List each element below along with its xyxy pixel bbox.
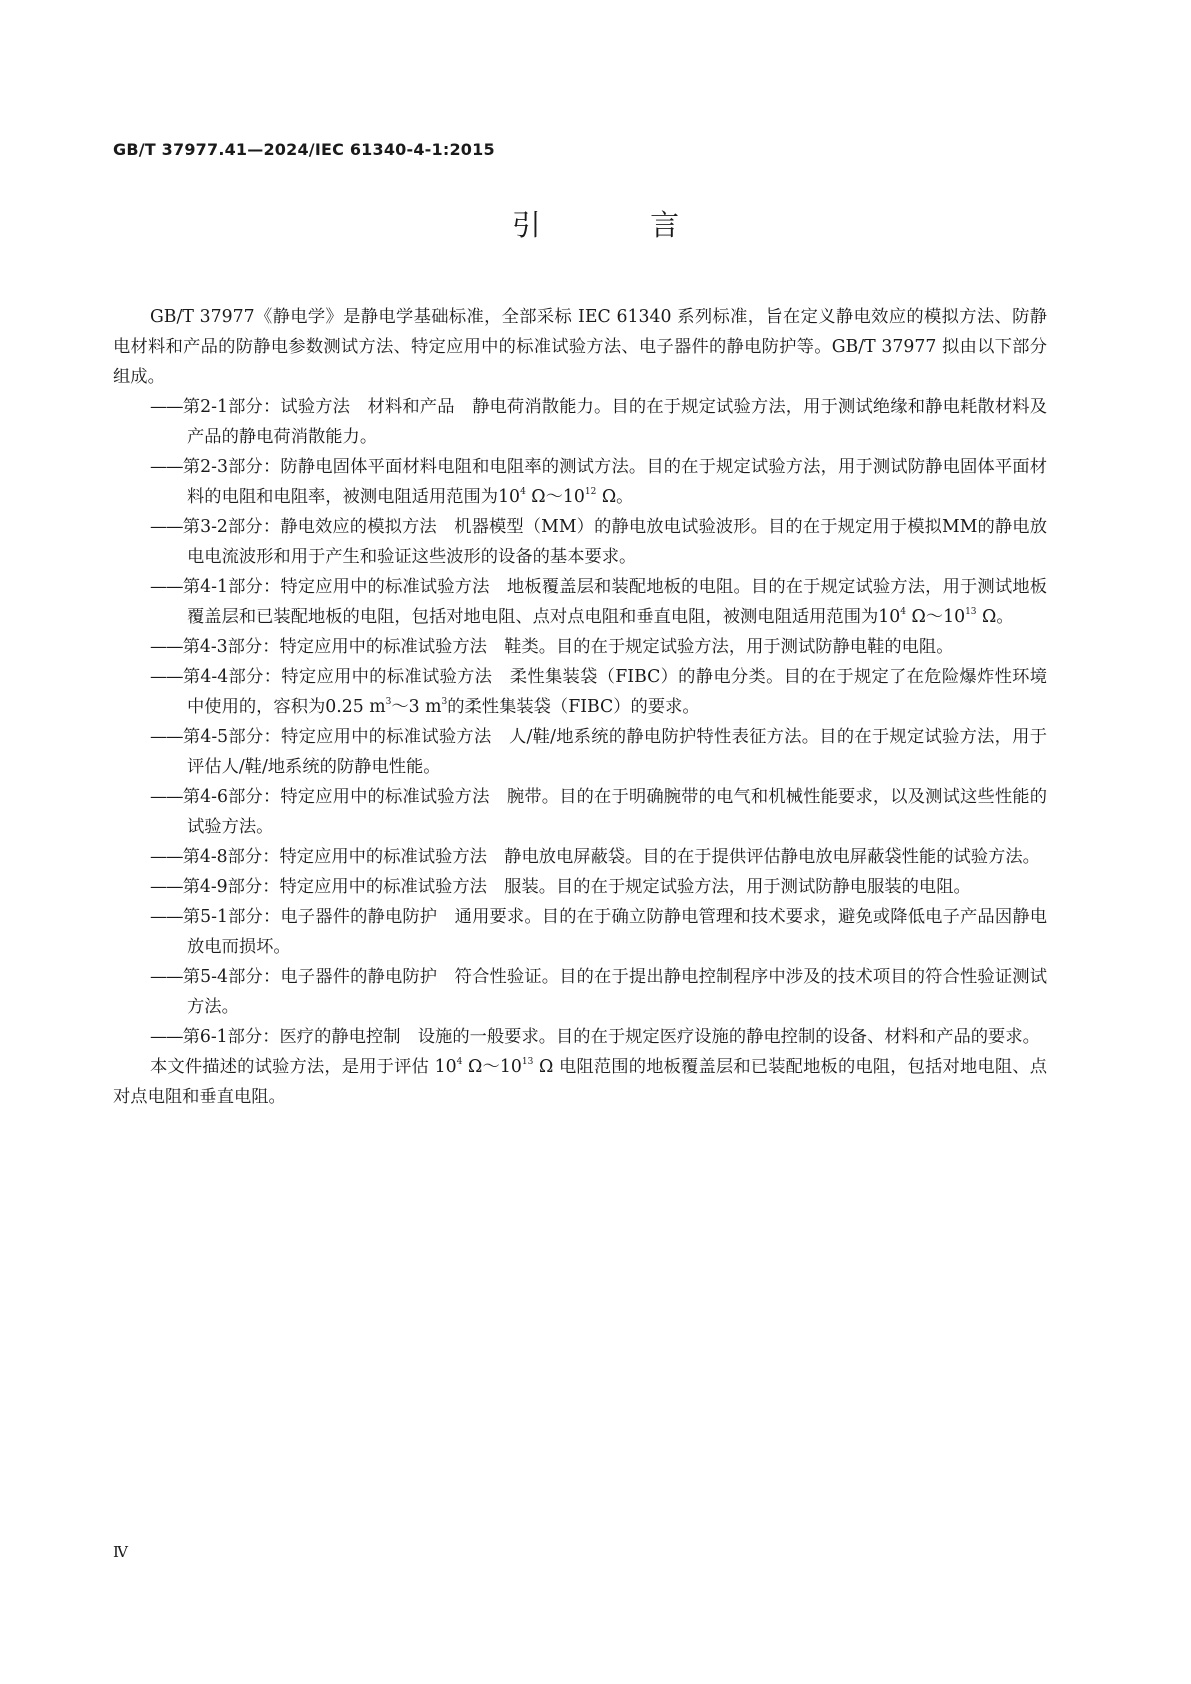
part-item [113, 572, 1047, 632]
part-text: 第5-1部分：电子器件的静电防护 通用要求。目的在于确立防静电管理和技术要求，避免或降低电子产品因静电放电而损坏。 [182, 907, 1047, 957]
part-text: 第4-1部分：特定应用中的标准试验方法 地板覆盖层和装配地板的电阻。目的在于规定试验方法，用于测试地板覆盖层和已装配地板的电阻，包括对地电阻、点对点电阻和垂直电阻，被测电阻适用范围为10 [182, 577, 1047, 627]
dash: —— [150, 637, 183, 657]
closing-text: Ω 电阻范围的地板覆盖层和已装配地板的电阻，包括对地电阻、点对点电阻和垂直电阻。 [113, 1057, 1048, 1107]
exponent: 4 [456, 1057, 463, 1067]
dash: —— [150, 787, 183, 807]
exponent: 4 [900, 607, 906, 617]
dash: —— [150, 1027, 183, 1047]
part-item [113, 512, 1047, 572]
part-item [113, 662, 1047, 722]
exponent: 3 [385, 697, 392, 707]
part-text: 第3-2部分：静电效应的模拟方法 机器模型（MM）的静电放电试验波形。目的在于规定用于模拟MM的静电放电电流波形和用于产生和验证这些波形的设备的基本要求。 [182, 517, 1047, 567]
closing-paragraph [113, 1052, 1047, 1112]
part-text: 第4-9部分：特定应用中的标准试验方法 服装。目的在于规定试验方法，用于测试防静电服装的电阻。 [182, 877, 971, 897]
closing-text: Ω～10 [462, 1057, 522, 1077]
part-text: 第6-1部分：医疗的静电控制 设施的一般要求。目的在于规定医疗设施的静电控制的设备、材料和产品的要求。 [182, 1027, 1040, 1047]
part-item [113, 392, 1047, 452]
part-text: 第4-4部分：特定应用中的标准试验方法 柔性集装袋（FIBC）的静电分类。目的在于规定了在危险爆炸性环境中使用的，容积为0.25 m [182, 667, 1047, 717]
standard-number-header: GB/T 37977.41—2024/IEC 61340-4-1:2015 [113, 140, 495, 159]
part-item [113, 782, 1047, 842]
part-item [113, 962, 1047, 1022]
part-text: 第4-3部分：特定应用中的标准试验方法 鞋类。目的在于规定试验方法，用于测试防静电鞋的电阻。 [182, 637, 954, 657]
closing-text: 本文件描述的试验方法，是用于评估 10 [150, 1057, 457, 1077]
dash: —— [150, 847, 183, 867]
exponent: 13 [521, 1057, 534, 1067]
part-text: 的柔性集装袋（FIBC）的要求。 [447, 697, 700, 717]
dash: —— [150, 667, 183, 687]
exponent: 3 [441, 697, 448, 707]
part-text: 第4-6部分：特定应用中的标准试验方法 腕带。目的在于明确腕带的电气和机械性能要求，以及测试这些性能的试验方法。 [182, 787, 1047, 837]
document-body [113, 302, 1047, 1112]
part-text: Ω～10 [905, 607, 966, 627]
dash: —— [150, 577, 183, 597]
part-item [113, 902, 1047, 962]
part-item [113, 842, 1047, 872]
exponent: 4 [520, 487, 526, 497]
part-text: Ω。 [596, 487, 634, 507]
part-text: 第2-1部分：试验方法 材料和产品 静电荷消散能力。目的在于规定试验方法，用于测试绝缘和静电耗散材料及产品的静电荷消散能力。 [182, 397, 1047, 447]
part-item [113, 632, 1047, 662]
page-title: 引 言 [511, 208, 730, 242]
dash: —— [150, 907, 183, 927]
part-text: 第5-4部分：电子器件的静电防护 符合性验证。目的在于提出静电控制程序中涉及的技术项目的符合性验证测试方法。 [182, 967, 1047, 1017]
dash: —— [150, 517, 183, 537]
part-text: 第2-3部分：防静电固体平面材料电阻和电阻率的测试方法。目的在于规定试验方法，用于测试防静电固体平面材料的电阻和电阻率，被测电阻适用范围为10 [182, 457, 1047, 507]
part-item [113, 722, 1047, 782]
part-text: 第4-8部分：特定应用中的标准试验方法 静电放电屏蔽袋。目的在于提供评估静电放电屏蔽袋性能的试验方法。 [182, 847, 1040, 867]
page-number: Ⅳ [113, 1543, 128, 1561]
exponent: 13 [965, 607, 977, 617]
exponent: 12 [584, 487, 597, 497]
dash: —— [150, 967, 183, 987]
part-item [113, 1022, 1047, 1052]
part-text: 第4-5部分：特定应用中的标准试验方法 人/鞋/地系统的静电防护特性表征方法。目的在于规定试验方法，用于评估人/鞋/地系统的防静电性能。 [182, 727, 1047, 777]
part-text: Ω。 [976, 607, 1014, 627]
part-text: Ω～10 [525, 487, 585, 507]
dash: —— [150, 397, 183, 417]
part-text: ～3 m [391, 697, 442, 717]
part-item [113, 872, 1047, 902]
dash: —— [150, 727, 183, 747]
part-item [113, 452, 1047, 512]
intro-paragraph: GB/T 37977《静电学》是静电学基础标准，全部采标 IEC 61340 系列标准，旨在定义静电效应的模拟方法、防静电材料和产品的防静电参数测试方法、特定应用中的标准试验方法、电子器件的静电防护等。GB/T 37977 拟由以下部分组成。 [113, 307, 1047, 387]
dash: —— [150, 457, 183, 477]
dash: —— [150, 877, 183, 897]
